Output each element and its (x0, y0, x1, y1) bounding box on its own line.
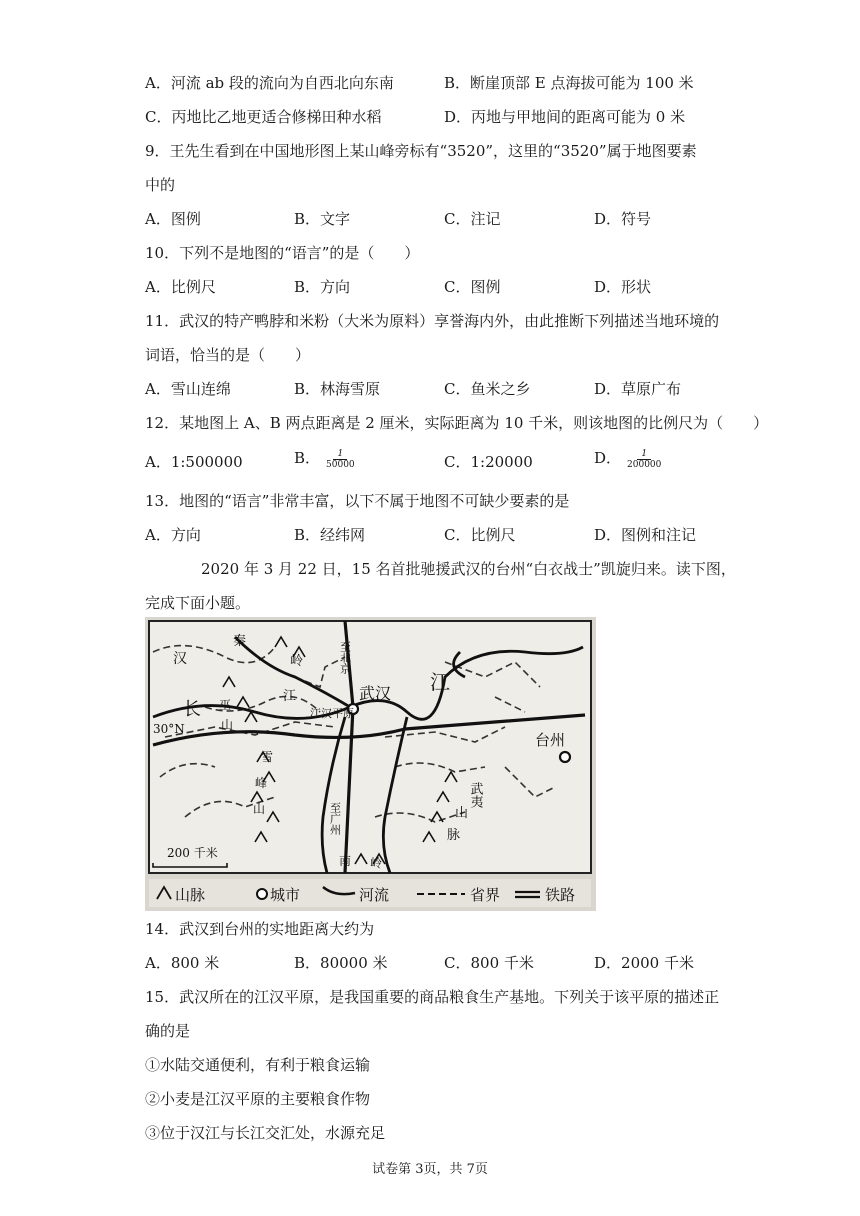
q14-option-a: A．800 米 (145, 954, 220, 972)
scale-label: 200 千米 (167, 846, 218, 860)
label-qin: 秦 (233, 634, 247, 649)
fraction-denominator: 50000 (326, 459, 355, 470)
label-to-guangzhou: 至广州 (328, 802, 342, 835)
q11-stem-line2: 词语，恰当的是（ ） (145, 346, 311, 364)
label-taizhou: 台州 (535, 731, 566, 749)
map-frame (149, 621, 591, 873)
q8-option-d: D．丙地与甲地间的距离可能为 0 米 (444, 108, 686, 126)
q13-option-c: C．比例尺 (444, 526, 516, 544)
q8-option-c: C．丙地比乙地更适合修梯田种水稻 (145, 108, 382, 126)
q9-option-b: B．文字 (294, 210, 351, 228)
q15-stem-line1: 15．武汉所在的江汉平原，是我国重要的商品粮食生产基地。下列关于该平原的描述正 (145, 988, 720, 1006)
q12-option-d-fraction (625, 449, 663, 470)
q10-option-c: C．图例 (444, 278, 501, 296)
label-shan: 山 (221, 718, 234, 732)
q9-option-a: A．图例 (145, 210, 201, 228)
label-chang: 长 (183, 699, 201, 720)
label-ling2: 岭 (370, 856, 383, 870)
q9-stem-line2: 中的 (145, 176, 176, 194)
q15-stem-line2: 确的是 (145, 1022, 191, 1040)
label-wuyi: 武夷 (467, 782, 483, 808)
q10-option-b: B．方向 (294, 278, 351, 296)
q12-stem: 12．某地图上 A、B 两点距离是 2 厘米，实际距离为 10 千米，则该地图的比例尺为（ ） (145, 414, 769, 432)
legend-river: 河流 (359, 886, 390, 904)
label-wuhan: 武汉 (359, 684, 392, 703)
label-jianghan-plain: 江汉平原 (310, 707, 354, 720)
q8-option-a: A．河流 ab 段的流向为自西北向东南 (145, 74, 394, 92)
city-legend-icon (257, 889, 267, 899)
q12-option-b-fraction (324, 449, 357, 470)
map-figure (145, 617, 596, 911)
q15-item-2: ②小麦是江汉平原的主要粮食作物 (145, 1090, 371, 1108)
q11-stem-line1: 11．武汉的特产鸭脖和米粉（大米为原料）享誉海内外，由此推断下列描述当地环境的 (145, 312, 720, 330)
q13-option-d: D．图例和注记 (594, 526, 697, 544)
page-footer: 试卷第 3页，共 7页 (372, 1162, 488, 1177)
q9-option-c: C．注记 (444, 210, 501, 228)
label-latitude-30n: 30°N (153, 722, 185, 736)
q15-item-3: ③位于汉江与长江交汇处，水源充足 (145, 1124, 386, 1142)
q12-option-a: A．1:500000 (145, 453, 243, 471)
label-shan2: 山 (253, 802, 266, 816)
fraction-denominator: 200000 (627, 459, 662, 470)
map-legend (149, 879, 591, 907)
q9-option-d: D．符号 (594, 210, 652, 228)
q12-option-c: C．1:20000 (444, 453, 533, 471)
label-to-beijing: 至北京 (338, 641, 352, 674)
label-ling: 岭 (290, 654, 304, 669)
label-jiang-big: 江 (430, 670, 450, 694)
legend-boundary: 省界 (470, 886, 501, 904)
label-nan: 南 (339, 854, 352, 868)
legend-city: 城市 (270, 886, 301, 904)
legend-mountain: 山脉 (175, 886, 206, 904)
label-feng: 峰 (255, 776, 268, 790)
q11-option-a: A．雪山连绵 (145, 380, 231, 398)
q12-option-b (294, 447, 357, 470)
q14-option-b: B．80000 米 (294, 954, 388, 972)
q11-option-b: B．林海雪原 (294, 380, 381, 398)
q12-option-d (594, 447, 663, 470)
city-taizhou-marker (560, 752, 570, 762)
fraction-numerator: 1 (333, 449, 347, 460)
q15-item-1: ①水陆交通便利，有利于粮食运输 (145, 1056, 371, 1074)
label-han: 汉 (173, 651, 187, 667)
q13-option-b: B．经纬网 (294, 526, 366, 544)
q11-option-d: D．草原广布 (594, 380, 682, 398)
q14-option-d: D．2000 千米 (594, 954, 694, 972)
legend-railway: 铁路 (545, 886, 576, 904)
label-shan3: 山 (455, 806, 469, 821)
q8-option-b: B．断崖顶部 E 点海拔可能为 100 米 (444, 74, 694, 92)
q12-option-b-prefix: B． (294, 449, 321, 467)
label-xue: 雪 (261, 750, 274, 764)
label-jiang: 江 (283, 689, 297, 704)
intro-line1: 2020 年 3 月 22 日，15 名首批驰援武汉的台州“白衣战士”凯旋归来。读下图， (201, 560, 736, 578)
q12-option-d-prefix: D． (594, 449, 622, 467)
q14-stem: 14．武汉到台州的实地距离大约为 (145, 920, 375, 938)
q13-stem: 13．地图的“语言”非常丰富，以下不属于地图不可缺少要素的是 (145, 492, 570, 510)
q10-option-a: A．比例尺 (145, 278, 216, 296)
label-mai: 脉 (447, 828, 461, 843)
label-wu: 巫 (219, 698, 232, 712)
q9-stem-line1: 9．王先生看到在中国地形图上某山峰旁标有“3520”，这里的“3520”属于地图要素 (145, 142, 697, 160)
q10-option-d: D．形状 (594, 278, 652, 296)
q13-option-a: A．方向 (145, 526, 201, 544)
q14-option-c: C．800 千米 (444, 954, 534, 972)
q10-stem: 10．下列不是地图的“语言”的是（ ） (145, 244, 420, 262)
fraction-numerator: 1 (637, 449, 651, 460)
q11-option-c: C．鱼米之乡 (444, 380, 531, 398)
intro-line2: 完成下面小题。 (145, 594, 251, 612)
